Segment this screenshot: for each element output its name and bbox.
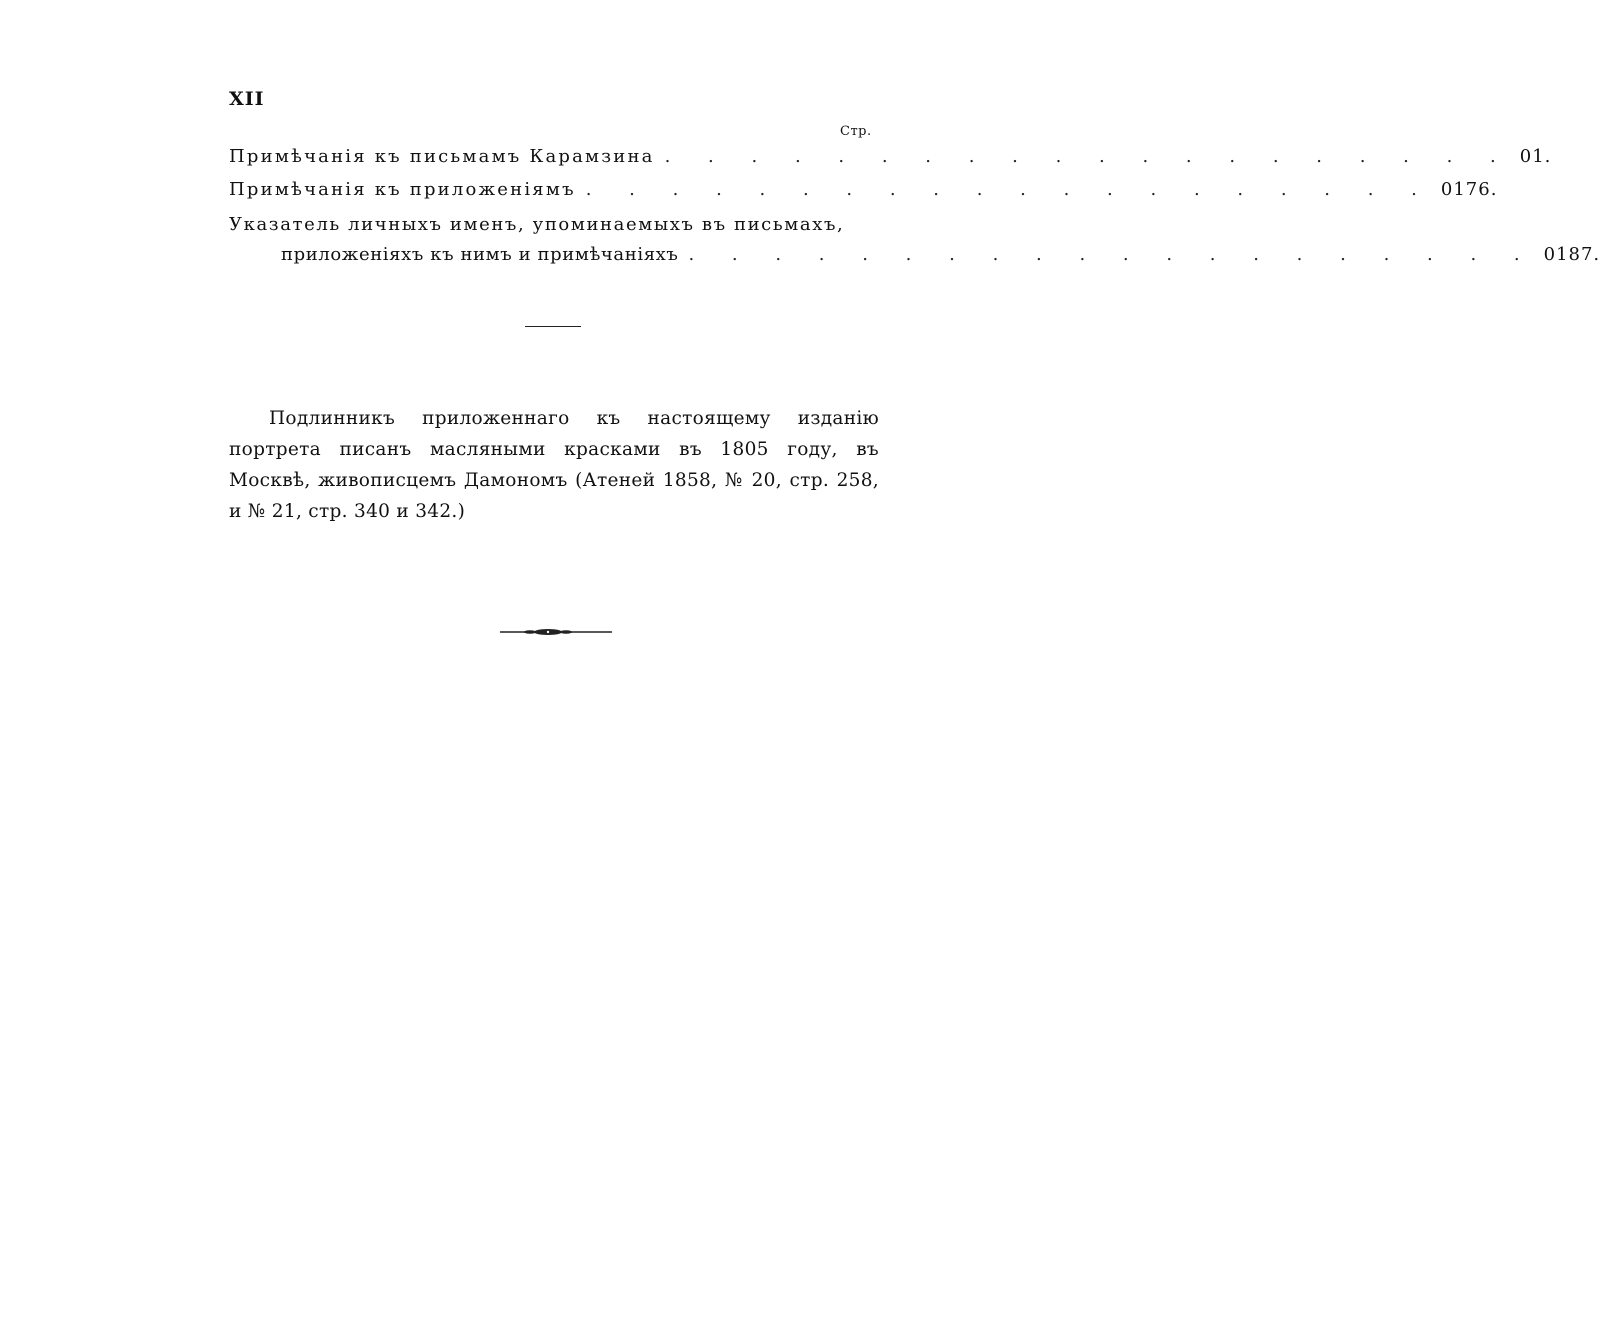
toc-entry-label: Примѣчанія къ письмамъ Карамзина <box>229 146 655 167</box>
toc-entry <box>229 146 1552 176</box>
portrait-note: Подлинникъ приложеннаго къ настоящему изданію портрета писанъ масляными красками въ 1805 году, въ Москвѣ, живописцемъ Дамономъ (Атеней 1858, № 20, стр. 258, и № 21, стр. 340 и 342.) <box>229 407 879 522</box>
toc-leader-dots: . . . . . . . . . . . . . . . . . . . . <box>664 146 1512 167</box>
toc-entry-page: 0176. <box>1440 179 1498 200</box>
toc-entry-label: Примѣчанія къ приложеніямъ <box>229 179 576 200</box>
toc-entry <box>281 244 1600 274</box>
toc-entry <box>229 179 1498 209</box>
toc-entry-page: 01. <box>1519 146 1552 167</box>
toc-leader-dots: . . . . . . . . . . . . . . . . . . . . <box>585 179 1433 200</box>
toc-entry-label: приложеніяхъ къ нимъ и примѣчаніяхъ <box>281 244 679 265</box>
section-divider <box>525 326 581 327</box>
page-number: XII <box>229 88 265 110</box>
toc-leader-dots: . . . . . . . . . . . . . . . . . . . . <box>688 244 1536 265</box>
toc-entry-page: 0187. <box>1543 244 1600 265</box>
toc-entry-label-line1: Указатель личныхъ именъ, упоминаемыхъ въ письмахъ, <box>229 214 845 235</box>
ornament-divider-icon <box>500 624 612 640</box>
page-column-header: Стр. <box>840 124 872 139</box>
